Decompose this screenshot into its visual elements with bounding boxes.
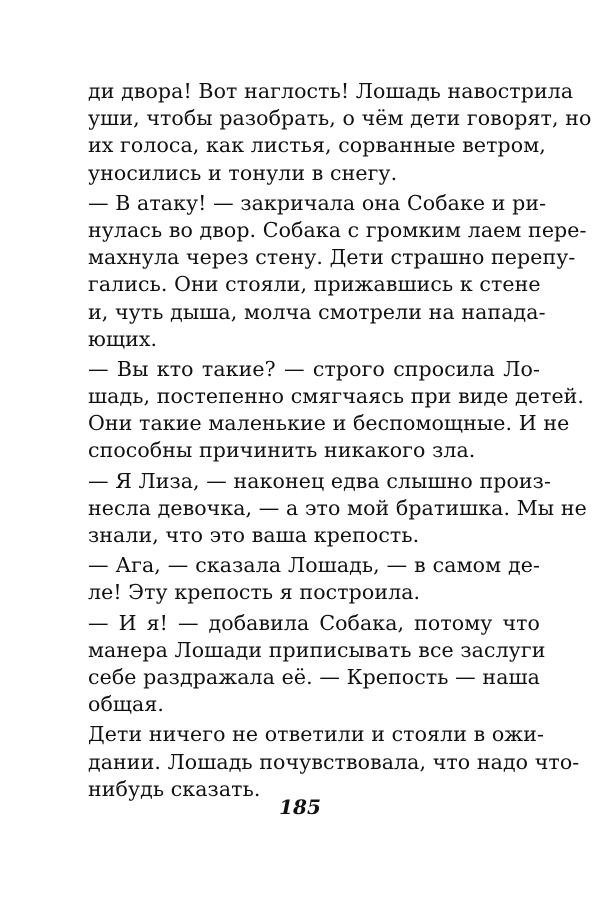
text-line: общая. [88, 692, 165, 717]
paragraph [88, 190, 587, 353]
text-line: шадь, постепенно смягчаясь при виде детей. [88, 384, 585, 409]
text-line: себе раздражала её. — Крепость — наша [88, 664, 540, 689]
paragraph [88, 356, 585, 465]
text-line: и, чуть дыша, молча смотрели на напада- [88, 299, 546, 324]
text-line: нибудь сказать. [88, 776, 261, 801]
text-line: ди двора! Вот наглость! Лошадь навострила [88, 79, 574, 103]
text-line: дании. Лошадь почувствовала, что надо что- [88, 749, 580, 774]
text-line: нулась во двор. Собака с громким лаем пере- [88, 217, 587, 242]
paragraph [88, 468, 587, 550]
text-line: ле! Эту крепость я построила. [88, 580, 421, 605]
text-line: ющих. [88, 326, 158, 351]
text-line: — И я! — добавила Собака, потому что [88, 610, 540, 635]
text-line: способны причинить никакого зла. [88, 438, 476, 463]
text-line: манера Лошади приписывать все заслуги [88, 637, 546, 662]
text-line: Они такие маленькие и беспомощные. И не [88, 411, 570, 436]
paragraph [88, 610, 546, 719]
text-line: Дети ничего не ответили и стояли в ожи- [88, 722, 545, 747]
paragraph [88, 721, 580, 803]
paragraph [88, 552, 540, 606]
text-line: их голоса, как листья, сорванные ветром, [88, 133, 546, 158]
text-line: несла девочка, — а это мой братишка. Мы не [88, 495, 587, 520]
text-line: махнула через стену. Дети страшно перепу- [88, 245, 576, 270]
text-line: знали, что это ваша крепость. [88, 523, 420, 547]
text-line: уши, чтобы разобрать, о чём дети говорят, но [88, 106, 592, 131]
text-line: — Ага, — сказала Лошадь, — в самом де- [88, 553, 540, 578]
text-line: — Вы кто такие? — строго спросила Ло- [88, 356, 540, 381]
paragraph [88, 78, 592, 187]
text-line: — Я Лиза, — наконец едва слышно произ- [88, 468, 551, 493]
page-body [88, 78, 592, 803]
text-line: — В атаку! — закричала она Собаке и ри- [88, 190, 547, 215]
text-line: гались. Они стояли, прижавшись к стене [88, 272, 541, 297]
page-number: 185 [279, 795, 321, 819]
text-line: уносились и тонули в снегу. [88, 160, 398, 185]
